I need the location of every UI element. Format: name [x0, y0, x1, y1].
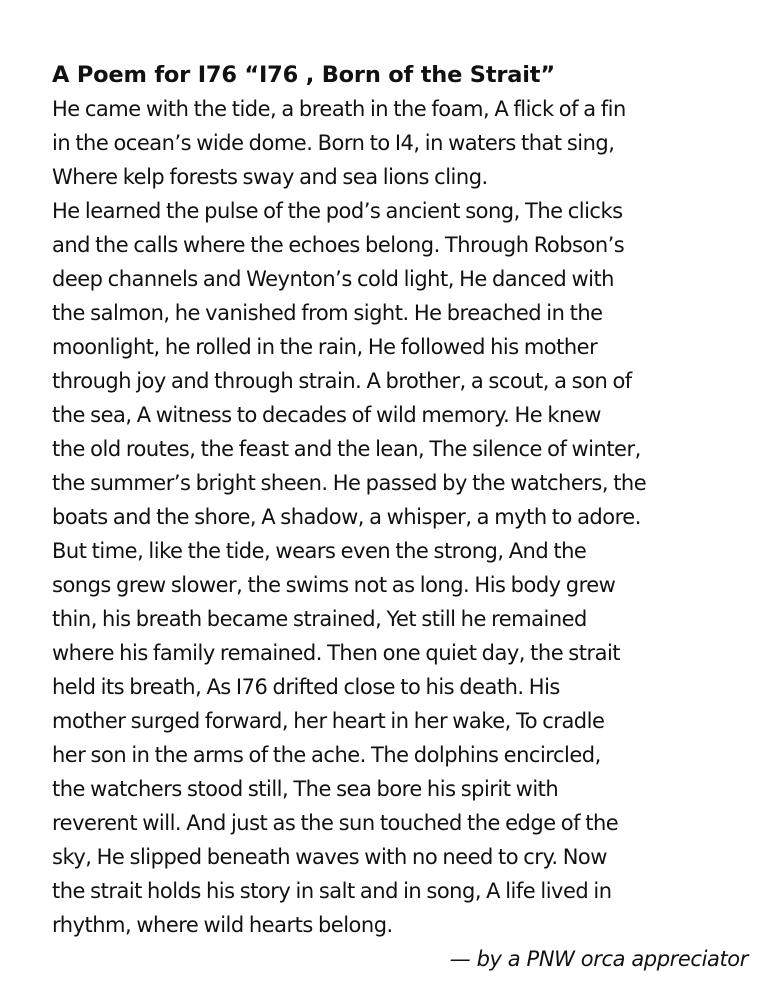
poem-line: boats and the shore, A shadow, a whisper, a myth to adore. — [52, 505, 641, 529]
poem-page — [52, 58, 758, 942]
poem-line: and the calls where the echoes belong. Through Robson’s — [52, 233, 625, 257]
poem-line: the strait holds his story in salt and in song, A life lived in — [52, 879, 612, 903]
stanza-2 — [52, 194, 758, 942]
poem-line: held its breath, As I76 drifted close to his death. His — [52, 675, 560, 699]
poem-line: mother surged forward, her heart in her wake, To cradle — [52, 709, 605, 733]
poem-line: But time, like the tide, wears even the strong, And the — [52, 539, 587, 563]
poem-line: the old routes, the feast and the lean, The silence of winter, — [52, 437, 641, 461]
poem-attribution: — by a PNW orca appreciator — [449, 947, 748, 971]
poem-line: the sea, A witness to decades of wild memory. He knew — [52, 403, 601, 427]
poem-line: Where kelp forests sway and sea lions cling. — [52, 165, 488, 189]
poem-line: reverent will. And just as the sun touched the edge of the — [52, 811, 619, 835]
poem-line: her son in the arms of the ache. The dolphins encircled, — [52, 743, 601, 767]
poem-line: rhythm, where wild hearts belong. — [52, 913, 393, 937]
poem-line: the summer’s bright sheen. He passed by the watchers, the — [52, 471, 647, 495]
poem-line: in the ocean’s wide dome. Born to I4, in waters that sing, — [52, 131, 615, 155]
poem-line: the salmon, he vanished from sight. He breached in the — [52, 301, 603, 325]
poem-line: songs grew slower, the swims not as long. His body grew — [52, 573, 616, 597]
poem-line: deep channels and Weynton’s cold light, He danced with — [52, 267, 614, 291]
stanza-1 — [52, 92, 758, 194]
poem-line: the watchers stood still, The sea bore his spirit with — [52, 777, 559, 801]
poem-line: He came with the tide, a breath in the foam, A flick of a fin — [52, 97, 626, 121]
poem-title: A Poem for I76 “I76 , Born of the Strait” — [52, 62, 555, 88]
poem-line: where his family remained. Then one quiet day, the strait — [52, 641, 621, 665]
poem-line: thin, his breath became strained, Yet still he remained — [52, 607, 587, 631]
poem-line: moonlight, he rolled in the rain, He followed his mother — [52, 335, 598, 359]
poem-line: sky, He slipped beneath waves with no need to cry. Now — [52, 845, 607, 869]
poem-line: through joy and through strain. A brother, a scout, a son of — [52, 369, 632, 393]
poem-line: He learned the pulse of the pod’s ancient song, The clicks — [52, 199, 623, 223]
